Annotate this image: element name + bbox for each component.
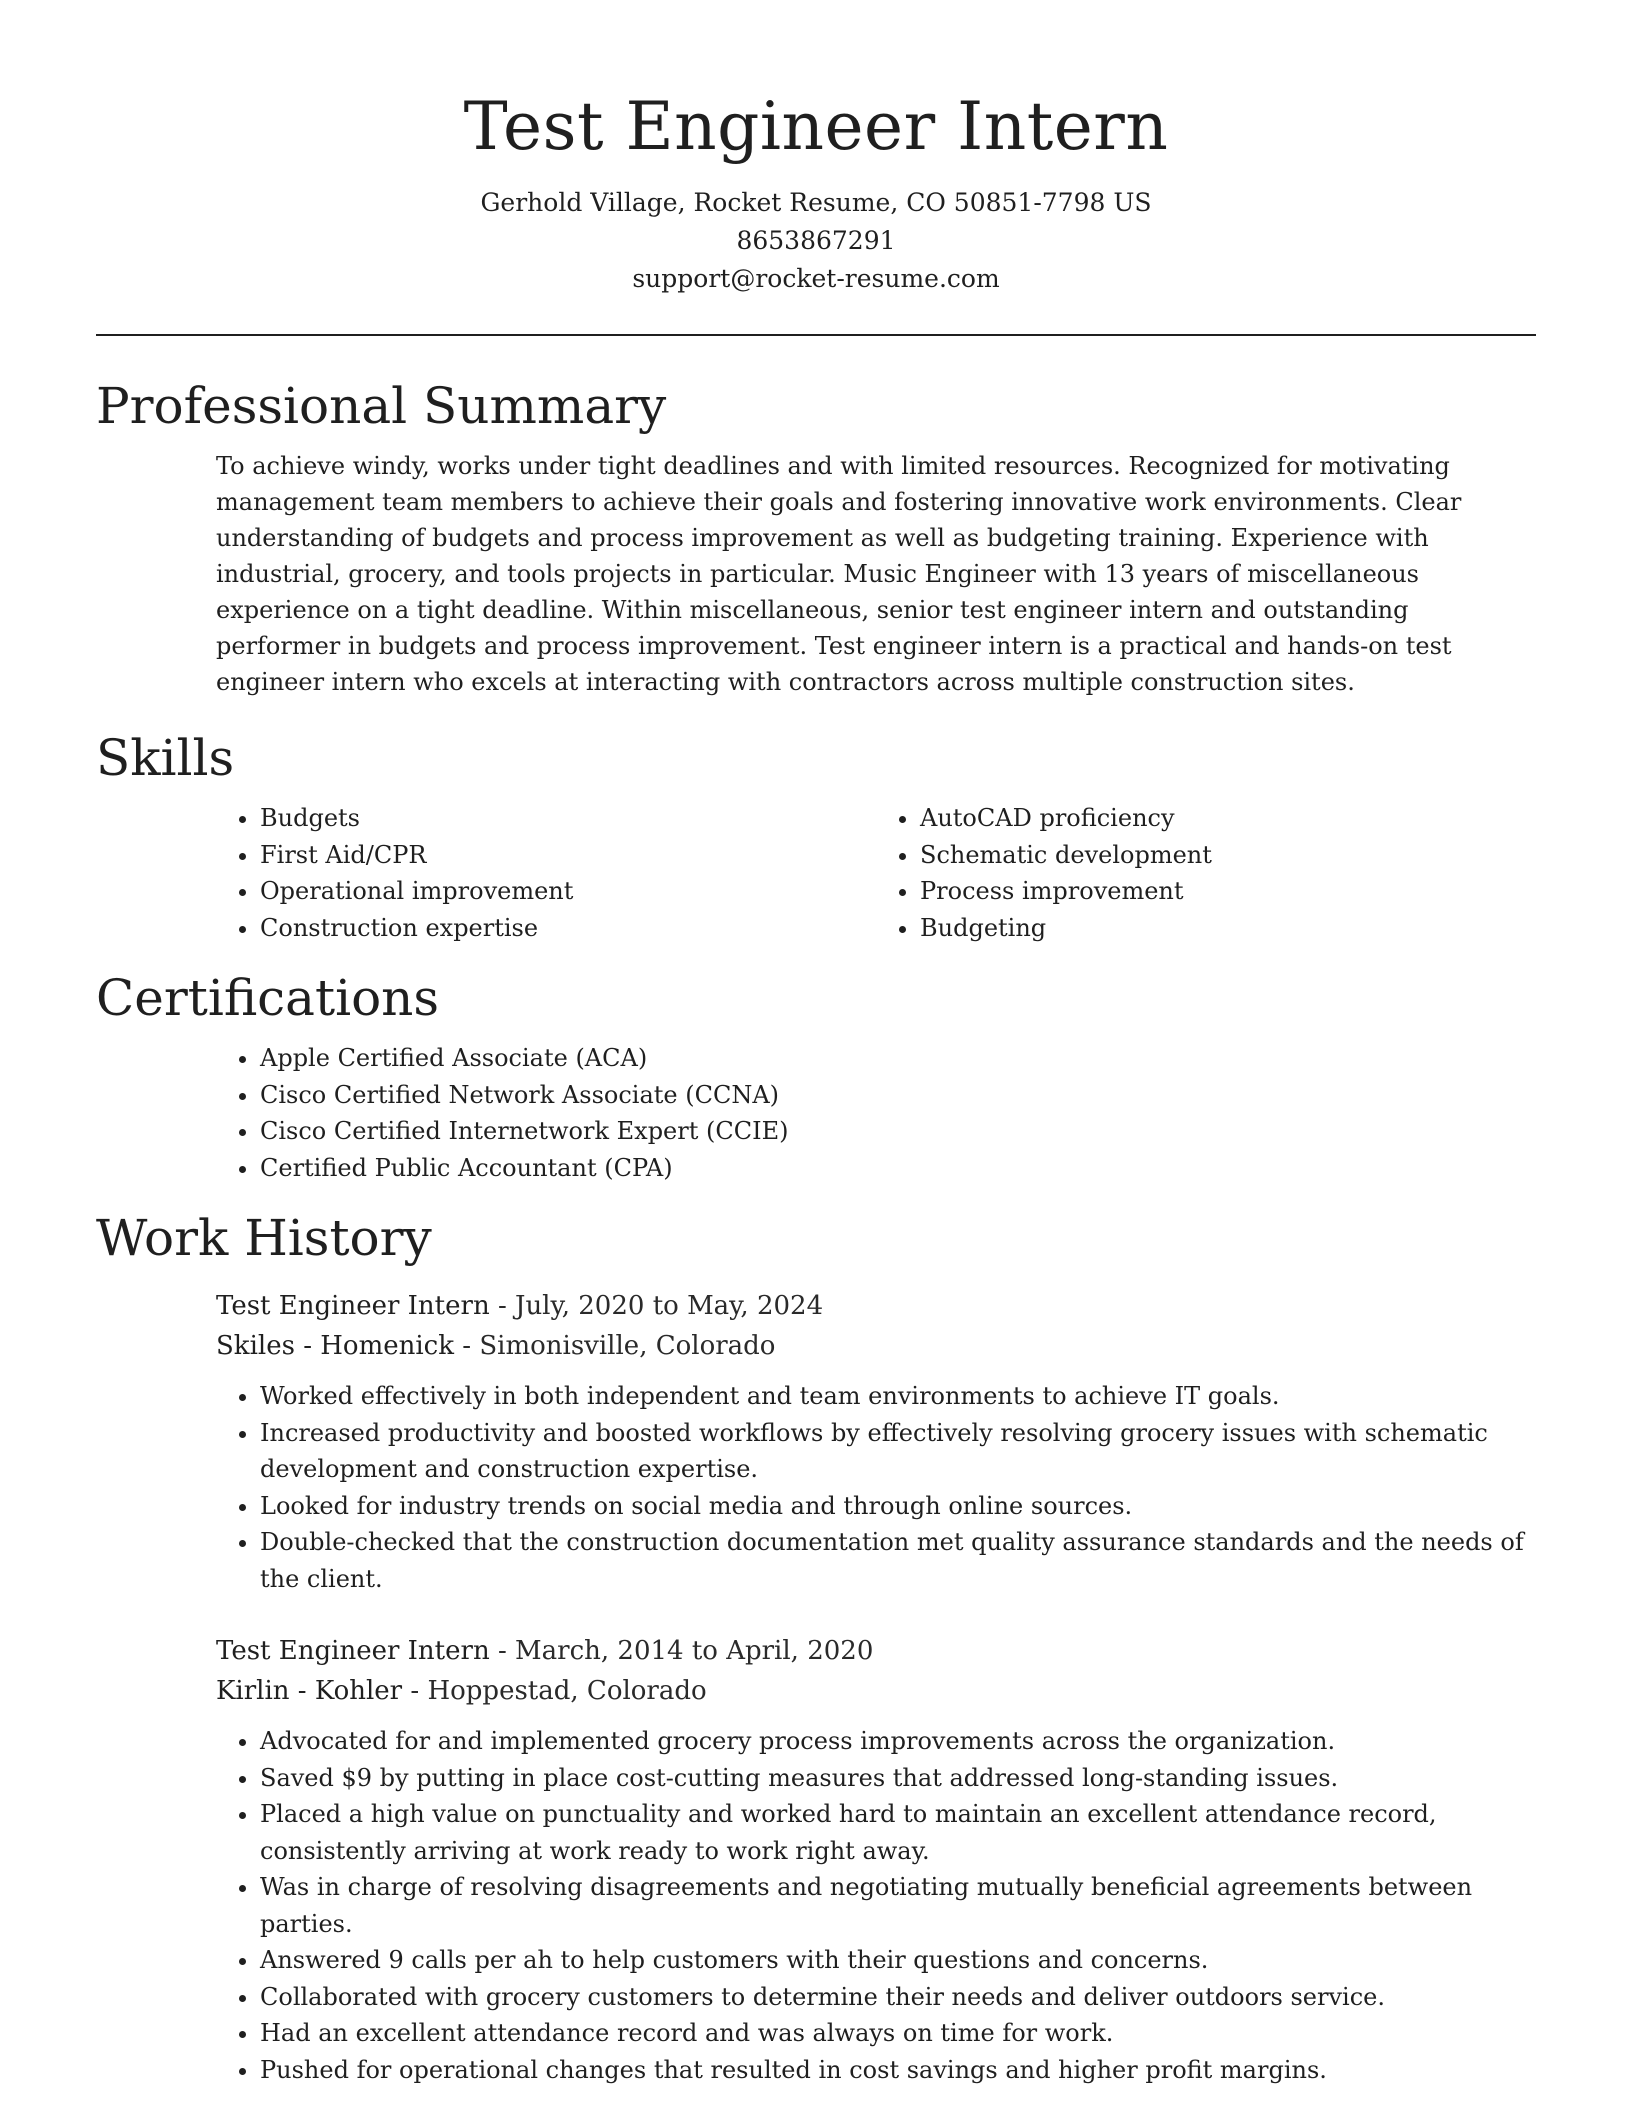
- summary-body: [216, 448, 1536, 700]
- job-dates: July, 2020 to May, 2024: [515, 1291, 824, 1321]
- skill-item: • Construction expertise: [260, 910, 876, 947]
- certification-item: • Cisco Certified Network Associate (CCNA): [260, 1077, 1536, 1114]
- candidate-name: Test Engineer Intern: [463, 88, 1169, 165]
- job-entry: [216, 1631, 1536, 2088]
- resume-page: [96, 0, 1536, 2088]
- job-responsibilities: [216, 1723, 1536, 2088]
- job-title-line: [216, 1286, 1536, 1326]
- responsibility-item: • Double-checked that the construction documentation met quality assurance standards and the needs of the client.: [260, 1524, 1536, 1597]
- skills-list-left: [216, 800, 876, 946]
- job-responsibilities: [216, 1378, 1536, 1597]
- section-title-skills: Skills: [96, 729, 235, 787]
- job-entry: [216, 1286, 1536, 1597]
- work-history-section: [96, 1206, 1536, 2088]
- certification-item: • Cisco Certified Internetwork Expert (CCIE): [260, 1113, 1536, 1150]
- separator: -: [489, 1636, 516, 1666]
- email-address: support@rocket-resume.com: [632, 264, 1000, 293]
- company-name: Kirlin - Kohler: [216, 1676, 403, 1706]
- responsibility-item: • Increased productivity and boosted workflows by effectively resolving grocery issues with schematic development and construction expertise.: [260, 1415, 1536, 1488]
- skill-item: • First Aid/CPR: [260, 837, 876, 874]
- responsibility-item: • Placed a high value on punctuality and worked hard to maintain an excellent attendance record, consistently arriving at work ready to work right away.: [260, 1796, 1536, 1869]
- header-divider: [96, 334, 1536, 336]
- professional-summary-section: [96, 374, 1536, 700]
- job-company-line: [216, 1326, 1536, 1366]
- contact-info: [96, 184, 1536, 298]
- certifications-body: [216, 1040, 1536, 1186]
- summary-text: To achieve windy, works under tight deadlines and with limited resources. Recognized for motivating management team members to achieve their goals and fostering innovative work environments. Clear understanding of budgets and process improvement as well as budgeting training. Experience with industrial, grocery, and tools projects in particular. Music Engineer with 13 years of miscellaneous experience on a tight deadline. Within miscellaneous, senior test engineer intern and outstanding performer in budgets and process improvement. Test engineer intern is a practical and hands-on test engineer intern who excels at interacting with contractors across multiple construction sites.: [216, 452, 1462, 696]
- skills-grid: [216, 790, 1536, 946]
- company-name: Skiles - Homenick: [216, 1331, 454, 1361]
- responsibility-item: • Was in charge of resolving disagreements and negotiating mutually beneficial agreements between parties.: [260, 1869, 1536, 1942]
- responsibility-item: • Looked for industry trends on social media and through online sources.: [260, 1488, 1536, 1525]
- skills-section: [96, 726, 1536, 946]
- address: Gerhold Village, Rocket Resume, CO 50851-7798 US: [480, 188, 1152, 217]
- certification-item: • Apple Certified Associate (ACA): [260, 1040, 1536, 1077]
- resume-header: [96, 0, 1536, 298]
- phone-number: 8653867291: [736, 226, 896, 255]
- separator: -: [489, 1291, 516, 1321]
- responsibility-item: • Had an excellent attendance record and was always on time for work.: [260, 2015, 1536, 2052]
- section-title-summary: Professional Summary: [96, 377, 667, 435]
- separator: -: [402, 1676, 428, 1706]
- responsibility-item: • Saved $9 by putting in place cost-cutting measures that addressed long-standing issues.: [260, 1760, 1536, 1797]
- skill-item: • Process improvement: [920, 873, 1536, 910]
- certifications-list: [216, 1040, 1536, 1186]
- skill-item: • Budgeting: [920, 910, 1536, 947]
- certification-item: • Certified Public Accountant (CPA): [260, 1150, 1536, 1187]
- skill-item: • Budgets: [260, 800, 876, 837]
- job-title: Test Engineer Intern: [216, 1291, 490, 1321]
- responsibility-item: • Collaborated with grocery customers to determine their needs and deliver outdoors service.: [260, 1979, 1536, 2016]
- section-title-work-history: Work History: [96, 1209, 432, 1267]
- responsibility-item: • Answered 9 calls per ah to help customers with their questions and concerns.: [260, 1942, 1536, 1979]
- job-location: Simonisville, Colorado: [479, 1331, 776, 1361]
- separator: -: [454, 1331, 480, 1361]
- skill-item: • AutoCAD proficiency: [920, 800, 1536, 837]
- job-dates: March, 2014 to April, 2020: [515, 1636, 874, 1666]
- responsibility-item: • Advocated for and implemented grocery process improvements across the organization.: [260, 1723, 1536, 1760]
- skill-item: • Schematic development: [920, 837, 1536, 874]
- job-company-line: [216, 1671, 1536, 1711]
- skills-list-right: [876, 800, 1536, 946]
- responsibility-item: • Pushed for operational changes that resulted in cost savings and higher profit margins.: [260, 2052, 1536, 2089]
- responsibility-item: • Worked effectively in both independent and team environments to achieve IT goals.: [260, 1378, 1536, 1415]
- job-title-line: [216, 1631, 1536, 1671]
- certifications-section: [96, 966, 1536, 1186]
- skill-item: • Operational improvement: [260, 873, 876, 910]
- section-title-certifications: Certifications: [96, 969, 440, 1027]
- job-location: Hoppestad, Colorado: [427, 1676, 707, 1706]
- job-title: Test Engineer Intern: [216, 1636, 490, 1666]
